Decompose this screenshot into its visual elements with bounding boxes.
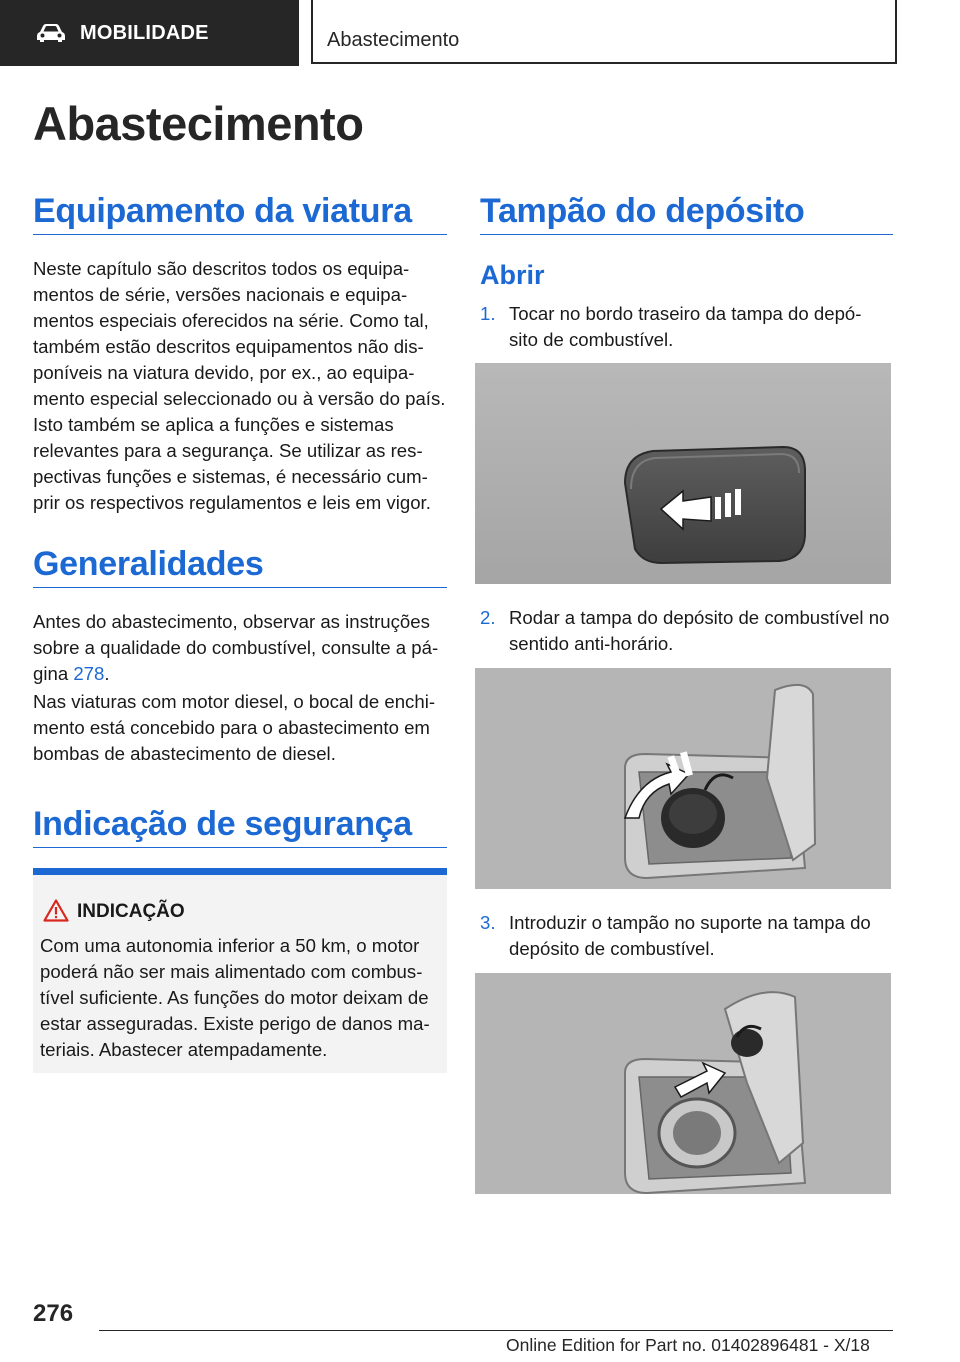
notice-text: Com uma autonomia inferior a 50 km, o motor poderá não ser mais alimentado com combus- tível suficiente. As funções do motor deixam de estar asseguradas. Existe perigo de danos ma- teriais. Abastecer atempadamente. (40, 935, 430, 1060)
step-text: Introduzir o tampão no suporte na tampa do depósito de combustível. (509, 912, 871, 959)
warning-triangle-icon (43, 899, 69, 922)
heading-rule (33, 847, 447, 848)
fuel-flap-press-figure (475, 363, 891, 584)
heading-rule (33, 234, 447, 235)
fuel-cap-heading: Tampão do depósito (480, 192, 805, 230)
footer-rule (99, 1330, 893, 1331)
general-paragraph-2: Nas viaturas com motor diesel, o bocal de enchi- mento está concebido para o abastecimento em bombas de abastecimento de diesel. (33, 691, 436, 764)
step-text: Tocar no bordo traseiro da tampa do depó- sito de combustível. (509, 303, 862, 350)
page-number: 276 (33, 1300, 74, 1327)
car-icon (36, 23, 66, 43)
safety-heading: Indicação de segurança (33, 805, 412, 843)
general-paragraph-1 (33, 609, 447, 687)
topic-box (311, 0, 897, 64)
notice-box (33, 868, 447, 1073)
open-subheading: Abrir (480, 260, 545, 290)
step-number: 3. (480, 912, 496, 933)
general-text-end: . (104, 663, 110, 684)
notice-title: INDICAÇÃO (77, 901, 185, 922)
equip-paragraph: Neste capítulo são descritos todos os equipa- mentos de série, versões nacionais e equipa- mentos especiais oferecidos na série. Como tal, também estão descritos equipamentos não dis- poníveis na viatura devido, por ex., ao equipa- mento especial seleccionado ou à versão do país. Isto também se aplica a funções e sistemas relevantes para a segurança. Se utilizar as res- pectivas funções e sistemas, é necessário cum- prir os respectivos regulamentos e leis em vigor. (33, 258, 446, 513)
fuel-cap-stow-figure (475, 973, 891, 1194)
edition-note: Online Edition for Part no. 01402896481 - X/18 (506, 1335, 870, 1355)
section-tab (0, 0, 299, 66)
page-reference-link[interactable]: 278 (73, 663, 105, 684)
step-text: Rodar a tampa do depósito de combustível no sentido anti-horário. (509, 607, 890, 654)
equip-heading: Equipamento da viatura (33, 192, 412, 230)
topic-label: Abastecimento (327, 29, 460, 51)
fuel-cap-turn-figure (475, 668, 891, 889)
heading-rule (33, 587, 447, 588)
step-number: 1. (480, 303, 496, 324)
heading-rule (480, 234, 893, 235)
page-title: Abastecimento (33, 97, 364, 150)
general-heading: Generalidades (33, 545, 264, 583)
step-number: 2. (480, 607, 496, 628)
section-label: MOBILIDADE (80, 21, 209, 44)
general-text: Antes do abastecimento, observar as instruções sobre a qualidade do combustível, consulte a pá- gina (33, 611, 439, 684)
